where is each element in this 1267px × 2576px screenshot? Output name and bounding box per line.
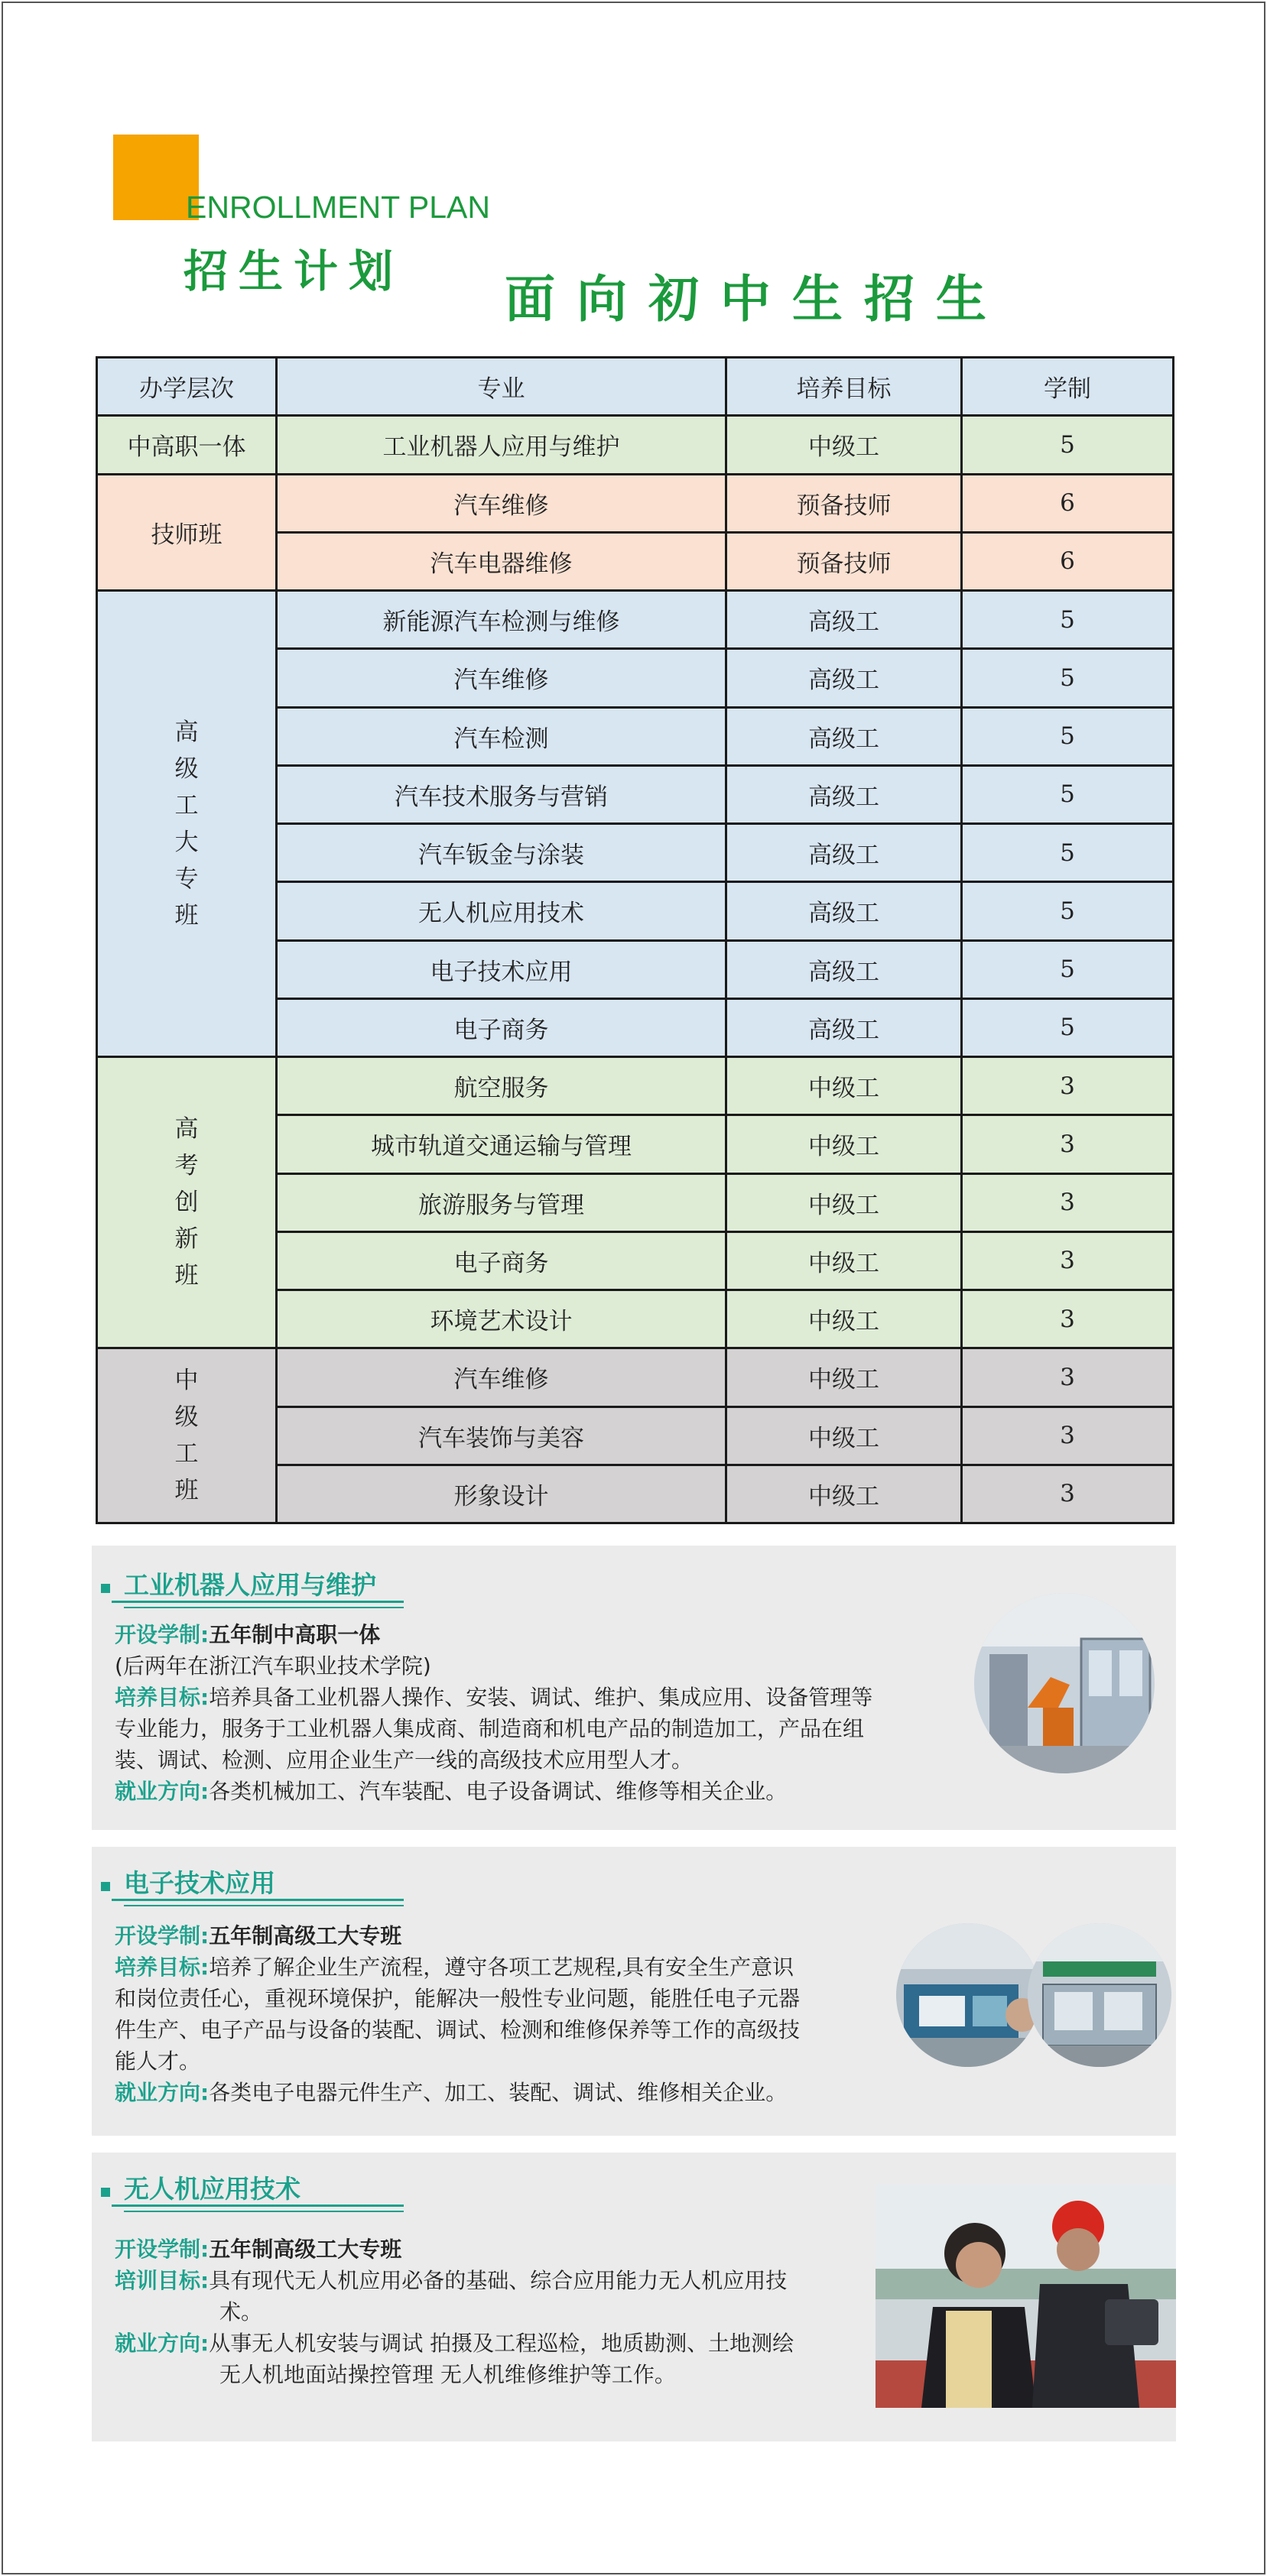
card-body xyxy=(115,2234,933,2390)
header-level: 办学层次 xyxy=(97,358,277,416)
major-cell: 新能源汽车检测与维修 xyxy=(277,591,726,649)
years-cell: 3 xyxy=(962,1465,1174,1523)
level-cell: 中高职一体 xyxy=(97,416,277,474)
years-cell: 3 xyxy=(962,1231,1174,1290)
enrollment-table xyxy=(96,356,1174,1524)
years-cell: 6 xyxy=(962,532,1174,590)
goal-cell: 中级工 xyxy=(726,1057,962,1115)
years-cell: 3 xyxy=(962,1173,1174,1231)
years-cell: 5 xyxy=(962,765,1174,823)
years-cell: 5 xyxy=(962,707,1174,765)
goal-cell: 高级工 xyxy=(726,649,962,707)
major-cell: 汽车维修 xyxy=(277,1348,726,1406)
years-cell: 3 xyxy=(962,1406,1174,1465)
career-label: 就业方向: xyxy=(115,1779,210,1804)
years-cell: 5 xyxy=(962,998,1174,1056)
goal-line: 能人才。 xyxy=(115,2049,201,2074)
header-goal: 培养目标 xyxy=(726,358,962,416)
table-row xyxy=(97,474,1174,532)
major-cell: 旅游服务与管理 xyxy=(277,1173,726,1231)
level-cell: 中级工班 xyxy=(97,1348,277,1523)
years-cell: 5 xyxy=(962,591,1174,649)
goal-cell: 高级工 xyxy=(726,998,962,1056)
career-value: 各类电子电器元件生产、加工、装配、调试、维修相关企业。 xyxy=(209,2080,788,2105)
major-cell: 环境艺术设计 xyxy=(277,1290,726,1348)
goal-cell: 高级工 xyxy=(726,707,962,765)
goal-cell: 中级工 xyxy=(726,1115,962,1173)
years-cell: 5 xyxy=(962,882,1174,940)
major-cell: 无人机应用技术 xyxy=(277,882,726,940)
goal-cell: 中级工 xyxy=(726,1465,962,1523)
goal-cell: 高级工 xyxy=(726,882,962,940)
goal-label: 培养目标: xyxy=(115,1685,210,1710)
years-cell: 5 xyxy=(962,824,1174,882)
subtitle: 面向初中生招生 xyxy=(505,270,1008,329)
card-note: (后两年在浙江汽车职业技术学院) xyxy=(115,1653,431,1679)
program-card-drone xyxy=(92,2153,1176,2441)
years-cell: 5 xyxy=(962,649,1174,707)
career-line: 无人机地面站操控管理 无人机维修维护等工作。 xyxy=(219,2362,676,2387)
goal-cell: 预备技师 xyxy=(726,532,962,590)
table-row xyxy=(97,591,1174,649)
goal-cell: 中级工 xyxy=(726,1290,962,1348)
years-cell: 3 xyxy=(962,1348,1174,1406)
goal-cell: 中级工 xyxy=(726,1231,962,1290)
career-value: 各类机械加工、汽车装配、电子设备调试、维修等相关企业。 xyxy=(209,1779,788,1804)
card-body xyxy=(115,1920,971,2108)
goal-line: 件生产、电子产品与设备的装配、调试、检测和维修保养等工作的高级技 xyxy=(115,2017,801,2042)
goal-line: 和岗位责任心，重视环境保护，能解决一般性专业问题，能胜任电子元器 xyxy=(115,1986,801,2011)
electronics-lab-photo-2 xyxy=(1028,1923,1171,2067)
system-value: 五年制高级工大专班 xyxy=(209,2237,402,2262)
years-cell: 3 xyxy=(962,1290,1174,1348)
drone-training-photo xyxy=(876,2185,1176,2408)
goal-line: 培养了解企业生产流程，遵守各项工艺规程,具有安全生产意识 xyxy=(209,1955,794,1980)
goal-line: 培养具备工业机器人操作、安装、调试、维护、集成应用、设备管理等 xyxy=(209,1685,873,1710)
level-cell: 高级工大专班 xyxy=(97,591,277,1057)
goal-cell: 中级工 xyxy=(726,1173,962,1231)
career-label: 就业方向: xyxy=(115,2331,210,2356)
years-cell: 6 xyxy=(962,474,1174,532)
major-cell: 汽车检测 xyxy=(277,707,726,765)
major-cell: 汽车钣金与涂装 xyxy=(277,824,726,882)
goal-cell: 预备技师 xyxy=(726,474,962,532)
major-cell: 城市轨道交通运输与管理 xyxy=(277,1115,726,1173)
goal-cell: 高级工 xyxy=(726,824,962,882)
goal-cell: 高级工 xyxy=(726,940,962,998)
career-label: 就业方向: xyxy=(115,2080,210,2105)
system-label: 开设学制: xyxy=(115,1923,210,1948)
major-cell: 汽车装饰与美容 xyxy=(277,1406,726,1465)
years-cell: 3 xyxy=(962,1115,1174,1173)
card-title: 无人机应用技术 xyxy=(124,2169,301,2205)
years-cell: 5 xyxy=(962,940,1174,998)
goal-label: 培养目标: xyxy=(115,1955,210,1980)
card-title: 电子技术应用 xyxy=(124,1864,275,1900)
english-title: ENROLLMENT PLAN xyxy=(186,190,490,225)
career-line: 从事无人机安装与调试 拍摄及工程巡检，地质勘测、土地测绘 xyxy=(209,2331,794,2356)
program-card-robotics xyxy=(92,1546,1176,1830)
major-cell: 汽车维修 xyxy=(277,649,726,707)
major-cell: 航空服务 xyxy=(277,1057,726,1115)
goal-label: 培训目标: xyxy=(115,2268,210,2293)
goal-cell: 高级工 xyxy=(726,591,962,649)
system-value: 五年制高级工大专班 xyxy=(209,1923,402,1948)
header-major: 专业 xyxy=(277,358,726,416)
card-title: 工业机器人应用与维护 xyxy=(124,1565,376,1601)
major-cell: 电子技术应用 xyxy=(277,940,726,998)
robot-lab-photo xyxy=(974,1593,1155,1773)
major-cell: 工业机器人应用与维护 xyxy=(277,416,726,474)
goal-line: 装、调试、检测、应用企业生产一线的高级技术应用型人才。 xyxy=(115,1747,694,1773)
table-header-row xyxy=(97,358,1174,416)
major-cell: 汽车维修 xyxy=(277,474,726,532)
table-row xyxy=(97,416,1174,474)
major-cell: 汽车技术服务与营销 xyxy=(277,765,726,823)
major-cell: 电子商务 xyxy=(277,998,726,1056)
table-row xyxy=(97,1348,1174,1406)
goal-line: 术。 xyxy=(219,2299,263,2325)
years-cell: 3 xyxy=(962,1057,1174,1115)
major-cell: 形象设计 xyxy=(277,1465,726,1523)
system-label: 开设学制: xyxy=(115,1622,210,1647)
level-cell: 高考创新班 xyxy=(97,1057,277,1348)
major-cell: 汽车电器维修 xyxy=(277,532,726,590)
level-cell: 技师班 xyxy=(97,474,277,591)
major-cell: 电子商务 xyxy=(277,1231,726,1290)
chinese-title: 招生计划 xyxy=(184,245,404,297)
goal-line: 具有现代无人机应用必备的基础、综合应用能力无人机应用技 xyxy=(209,2268,788,2293)
goal-cell: 中级工 xyxy=(726,1406,962,1465)
goal-line: 专业能力，服务于工业机器人集成商、制造商和机电产品的制造加工，产品在组 xyxy=(115,1716,865,1741)
system-label: 开设学制: xyxy=(115,2237,210,2262)
goal-cell: 中级工 xyxy=(726,1348,962,1406)
program-card-electronics xyxy=(92,1847,1176,2136)
goal-cell: 中级工 xyxy=(726,416,962,474)
goal-cell: 高级工 xyxy=(726,765,962,823)
system-value: 五年制中高职一体 xyxy=(209,1622,381,1647)
card-body xyxy=(115,1619,1048,1807)
header-years: 学制 xyxy=(962,358,1174,416)
electronics-lab-photo-1 xyxy=(896,1923,1040,2067)
years-cell: 5 xyxy=(962,416,1174,474)
table-row xyxy=(97,1057,1174,1115)
